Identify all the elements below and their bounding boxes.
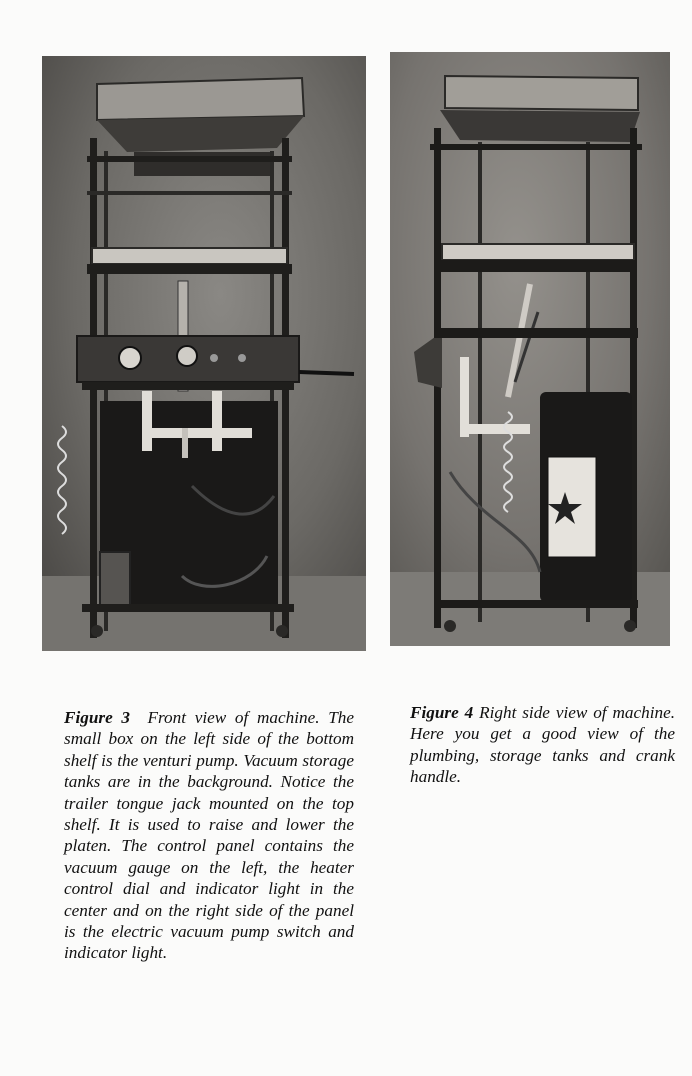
figure-3-photo: [42, 56, 366, 651]
figure-3-caption-text: Front view of machine. The small box on the left side of the bottom shelf is the venturi pump. Vacuum storage tanks are in the background. Notice the trailer tongue jack mounted on the top shelf. It is used to raise and lower the platen. The control panel contains the vacuum gauge on the left, the heater control dial and indicator light in the center and on the right side of the panel is the electric vacuum pump switch and indicator light.: [64, 708, 355, 963]
figure-4-label: Figure 4: [410, 703, 474, 722]
figure-3-caption: [64, 707, 354, 964]
figure-4-photo: [390, 52, 670, 646]
front-view-machine-illustration: [42, 56, 366, 651]
figure-4-caption: [410, 702, 675, 788]
figure-4-caption-text: Right side view of machine. Here you get a good view of the plumbing, storage tanks and crank handle.: [410, 703, 676, 787]
figure-3-label: Figure 3: [64, 708, 131, 727]
side-view-machine-illustration: [390, 52, 670, 646]
